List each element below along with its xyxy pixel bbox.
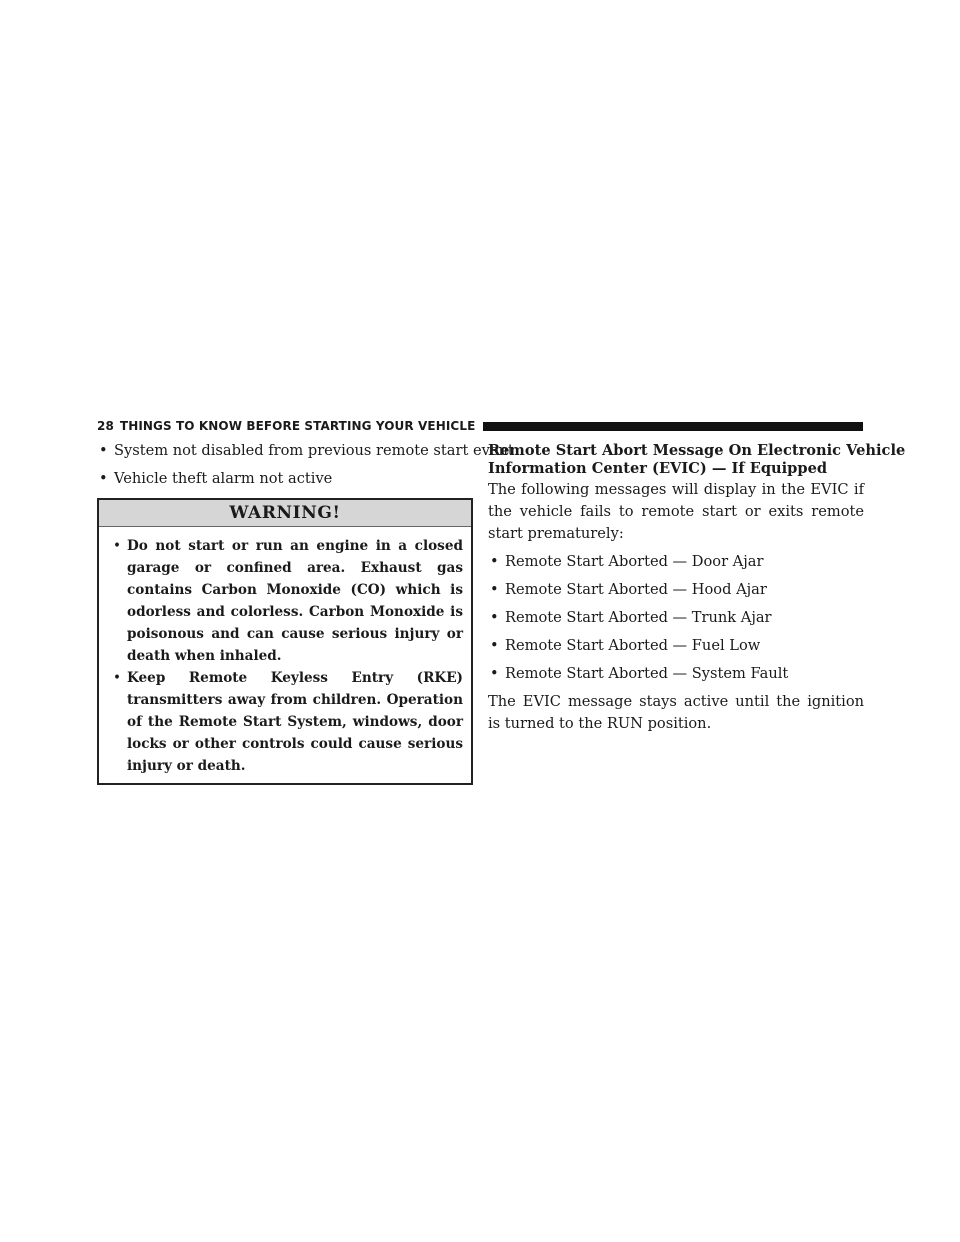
list-item: [488, 548, 864, 576]
list-item-text: Vehicle theft alarm not active: [114, 470, 333, 487]
list-item-text: Remote Start Aborted — Trunk Ajar: [505, 609, 772, 626]
list-item-text: Remote Start Aborted — Hood Ajar: [505, 581, 767, 598]
section-heading: [488, 442, 906, 478]
warning-item: [113, 535, 463, 667]
intro-paragraph: The following messages will display in the EVIC if the vehicle fails to remote start or exits remote start prematurely:: [488, 481, 864, 542]
warning-item-text: Keep Remote Keyless Entry (RKE) transmitters away from children. Operation of the Remote Start System, windows, door locks or other controls could cause serious injury or death.: [127, 670, 463, 774]
bullet-icon: •: [490, 665, 499, 682]
section-heading-line: Information Center (EVIC) — If Equipped: [488, 460, 828, 477]
condition-list: [97, 437, 514, 493]
bullet-icon: •: [99, 442, 108, 459]
closing-paragraph: The EVIC message stays active until the ignition is turned to the RUN position.: [488, 693, 864, 732]
warning-body: [99, 527, 471, 783]
warning-title: WARNING!: [99, 500, 471, 527]
bullet-icon: •: [99, 470, 108, 487]
right-column: [488, 437, 906, 735]
list-item: [97, 437, 514, 465]
list-item-text: Remote Start Aborted — System Fault: [505, 665, 789, 682]
bullet-icon: •: [490, 609, 499, 626]
list-item-text: Remote Start Aborted — Fuel Low: [505, 637, 761, 654]
page-number: 28: [97, 419, 114, 433]
header-rule: [483, 422, 863, 431]
warning-box: [97, 498, 473, 785]
bullet-icon: •: [490, 553, 499, 570]
list-item-text: System not disabled from previous remote start event: [114, 442, 514, 459]
list-item: [488, 576, 864, 604]
list-item: [488, 660, 864, 688]
warning-item: [113, 667, 463, 777]
list-item-text: Remote Start Aborted — Door Ajar: [505, 553, 764, 570]
bullet-icon: •: [113, 670, 122, 686]
bullet-icon: •: [113, 538, 122, 554]
section-title: THINGS TO KNOW BEFORE STARTING YOUR VEHICLE: [119, 419, 476, 433]
bullet-icon: •: [490, 637, 499, 654]
bullet-icon: •: [490, 581, 499, 598]
page-header: [97, 419, 863, 433]
list-item: [97, 465, 473, 493]
left-column: [97, 437, 514, 785]
warning-item-text: Do not start or run an engine in a closed garage or confined area. Exhaust gas contains Carbon Monoxide (CO) which is odorless and colorless. Carbon Monoxide is poisonous and can cause serious injury or death when inhaled.: [127, 538, 463, 664]
list-item: [488, 604, 864, 632]
list-item: [488, 632, 864, 660]
message-list: [488, 548, 864, 688]
section-heading-line: Remote Start Abort Message On Electronic Vehicle: [488, 442, 906, 459]
